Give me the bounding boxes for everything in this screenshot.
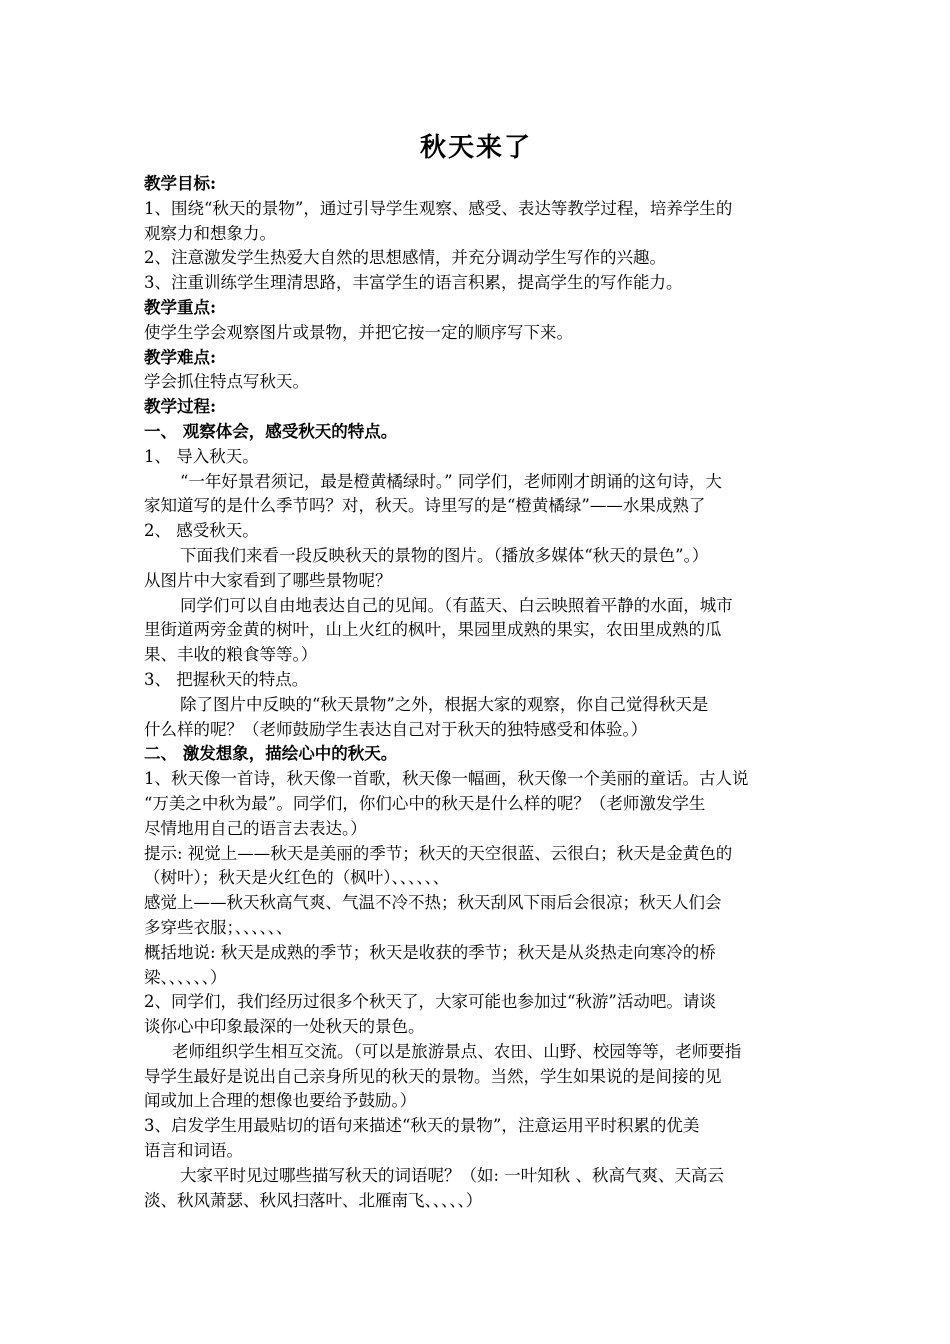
paragraph-line: 2、同学们，我们经历过很多个秋天了，大家可能也参加过“秋游”活动吧。请谈 bbox=[144, 992, 716, 1012]
paragraph-line: 除了图片中反映的“秋天景物”之外，根据大家的观察，你自己觉得秋天是 bbox=[180, 694, 709, 714]
paragraph-line: 观察力和想象力。 bbox=[144, 223, 276, 243]
paragraph-line: 3、注重训练学生理清思路，丰富学生的语言积累，提高学生的写作能力。 bbox=[144, 273, 683, 293]
paragraph-line: 里街道两旁金黄的树叶，山上火红的枫叶，果园里成熟的果实，农田里成熟的瓜 bbox=[144, 620, 722, 640]
section-heading-2: 二、 激发想象，描绘心中的秋天。 bbox=[144, 744, 398, 764]
paragraph-line: 闻或加上合理的想像也要给予鼓励。） bbox=[144, 1091, 417, 1111]
heading-difficulties: 教学难点: bbox=[144, 347, 217, 367]
paragraph-line: 从图片中大家看到了哪些景物呢？ bbox=[144, 570, 392, 590]
paragraph-line: 家知道写的是什么季节吗？对，秋天。诗里写的是“橙黄橘绿”——水果成熟了 bbox=[144, 496, 706, 516]
paragraph-line: 1、围绕“秋天的景物”，通过引导学生观察、感受、表达等教学过程，培养学生的 bbox=[144, 198, 733, 218]
paragraph-line: 淡、秋风萧瑟、秋风扫落叶、北雁南飞、、、、、） bbox=[144, 1190, 483, 1210]
paragraph-line: （树叶）；秋天是火红色的（枫叶）、、、、、、 bbox=[144, 868, 450, 888]
paragraph-line: “一年好景君须记，最是橙黄橘绿时。” 同学们，老师刚才朗诵的这句诗，大 bbox=[180, 471, 722, 491]
paragraph-line: 语言和词语。 bbox=[144, 1141, 243, 1161]
paragraph-line: 果、丰收的粮食等等。） bbox=[144, 645, 318, 665]
paragraph-line: 感觉上——秋天秋高气爽、气温不冷不热；秋天刮风下雨后会很凉；秋天人们会 bbox=[144, 893, 722, 913]
paragraph-line: 学会抓住特点写秋天。 bbox=[144, 372, 309, 392]
paragraph-line: 使学生学会观察图片或景物，并把它按一定的顺序写下来。 bbox=[144, 322, 573, 342]
paragraph-line: 什么样的呢？（老师鼓励学生表达自己对于秋天的独特感受和体验。） bbox=[144, 719, 648, 739]
paragraph-line: 老师组织学生相互交流。（可以是旅游景点、农田、山野、校园等等，老师要指 bbox=[172, 1041, 742, 1061]
heading-objectives: 教学目标: bbox=[144, 174, 217, 193]
paragraph-line: 1、秋天像一首诗，秋天像一首歌，秋天像一幅画，秋天像一个美丽的童话。古人说 bbox=[144, 769, 749, 789]
document-title: 秋天来了 bbox=[419, 133, 532, 163]
paragraph-line: “万美之中秋为最”。同学们，你们心中的秋天是什么样的呢？（老师激发学生 bbox=[144, 793, 706, 813]
paragraph-line: 提示: 视觉上——秋天是美丽的季节；秋天的天空很蓝、云很白；秋天是金黄色的 bbox=[144, 843, 733, 863]
paragraph-line: 多穿些衣服；、、、、、、 bbox=[144, 917, 293, 937]
paragraph-line: 导学生最好是说出自己亲身所见的秋天的景物。当然，学生如果说的是间接的见 bbox=[144, 1066, 722, 1086]
paragraph-line: 概括地说: 秋天是成熟的季节；秋天是收获的季节；秋天是从炎热走向寒冷的桥 bbox=[144, 942, 716, 962]
paragraph-line: 梁、、、、、、） bbox=[144, 967, 227, 987]
document-page bbox=[144, 128, 808, 1213]
heading-process: 教学过程: bbox=[144, 397, 217, 417]
paragraph-line: 同学们可以自由地表达自己的见闻。（有蓝天、白云映照着平静的水面，城市 bbox=[180, 595, 733, 615]
list-item: 2、 感受秋天。 bbox=[144, 521, 259, 541]
paragraph-line: 2、注意激发学生热爱大自然的思想感情，并充分调动学生写作的兴趣。 bbox=[144, 248, 666, 268]
list-item: 1、 导入秋天。 bbox=[144, 446, 259, 466]
heading-key-points: 教学重点: bbox=[144, 297, 217, 317]
paragraph-line: 大家平时见过哪些描写秋天的词语呢？（如: 一叶知秋 、秋高气爽、天高云 bbox=[180, 1165, 725, 1185]
section-heading-1: 一、 观察体会，感受秋天的特点。 bbox=[144, 421, 398, 441]
paragraph-line: 3、启发学生用最贴切的语句来描述“秋天的景物”，注意运用平时积累的优美 bbox=[144, 1116, 700, 1136]
paragraph-line: 谈你心中印象最深的一处秋天的景色。 bbox=[144, 1017, 425, 1037]
paragraph-line: 尽情地用自己的语言去表达。） bbox=[144, 818, 367, 838]
list-item: 3、 把握秋天的特点。 bbox=[144, 669, 309, 689]
paragraph-line: 下面我们来看一段反映秋天的景物的图片。（播放多媒体“秋天的景色”。） bbox=[180, 545, 709, 565]
